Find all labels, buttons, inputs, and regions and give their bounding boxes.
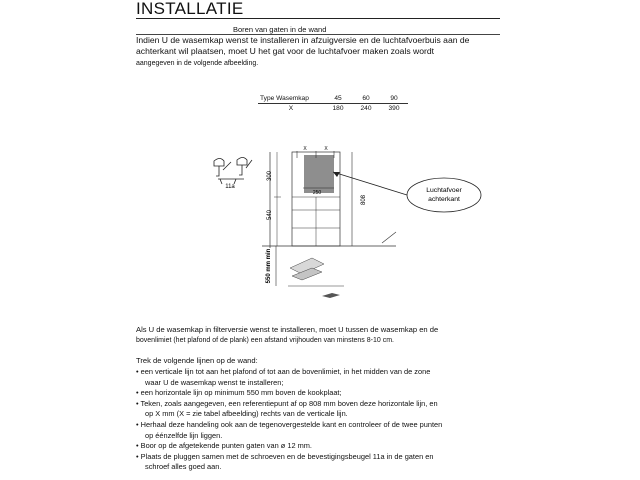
table-header-90: 90 bbox=[380, 94, 408, 104]
table-header-60: 60 bbox=[352, 94, 380, 104]
callout-bubble bbox=[407, 178, 481, 212]
step-1: • een verticale lijn tot aan het plafond of tot aan de bovenlimiet, in het midden van de zone bbox=[136, 367, 431, 376]
x-dimension-right: X bbox=[324, 146, 328, 152]
intro-line-2: achterkant wil plaatsen, moet U het gat voor de luchtafvoer maken zoals wordt bbox=[136, 46, 435, 56]
table-cell-x: X bbox=[288, 105, 294, 112]
table-header-45: 45 bbox=[324, 94, 352, 104]
dimension-250: 250 bbox=[312, 190, 322, 196]
step-3-cont: op X mm (X = zie tabel afbeelding) rechts van de verticale lijn. bbox=[145, 409, 348, 419]
callout-line-1: Luchtafvoer bbox=[426, 187, 462, 194]
duct-outlet-area bbox=[304, 155, 334, 193]
lines-intro: Trek de volgende lijnen op de wand: bbox=[136, 356, 258, 365]
step-4-cont: op éénzelfde lijn liggen. bbox=[145, 430, 223, 440]
table-cell-240: 240 bbox=[360, 105, 372, 112]
dimension-300: 300 bbox=[267, 170, 273, 182]
intro-line-1: Indien U de wasemkap wenst te installeren in afzuigversie en de luchtafvoerbuis aan de bbox=[136, 35, 470, 45]
cooktop-sketch bbox=[288, 258, 344, 298]
step-2: • een horizontale lijn op minimum 550 mm boven de kookplaat; bbox=[136, 388, 342, 398]
x-dimension-left: X bbox=[303, 146, 307, 152]
dimension-540: 540 bbox=[267, 209, 273, 221]
steps-list bbox=[136, 367, 506, 473]
screw-bracket-icon bbox=[214, 158, 252, 185]
section-subheading: Boren van gaten in de wand bbox=[233, 25, 327, 34]
intro-line-3: aangegeven in de volgende afbeelding. bbox=[136, 60, 259, 67]
callout-line-2: achterkant bbox=[428, 196, 460, 203]
bracket-label-11a: 11a bbox=[225, 184, 235, 190]
filter-line-1: Als U de wasemkap in filterversie wenst te installeren, moet U tussen de wasemkap en de bbox=[136, 325, 439, 334]
step-1-cont: waar U de wasemkap wenst te installeren; bbox=[145, 377, 284, 387]
table-cell-180: 180 bbox=[332, 105, 344, 112]
table-cell-390: 390 bbox=[388, 105, 400, 112]
dimension-550-min: 550 mm min bbox=[266, 248, 272, 284]
callout-pointer bbox=[333, 172, 407, 195]
filter-line-2: bovenlimiet (het plafond of de plank) een afstand vrijhouden van minstens 8-10 cm. bbox=[136, 337, 394, 344]
table-header-type: Type Wasemkap bbox=[258, 94, 324, 104]
step-4: • Herhaal deze handeling ook aan de tegenovergestelde kant en controleer of de twee punten bbox=[136, 419, 443, 429]
step-6: • Plaats de pluggen samen met de schroeven en de bevestigingsbeugel 11a in de gaten en bbox=[136, 451, 434, 461]
dimension-808: 808 bbox=[361, 194, 367, 206]
page-title: INSTALLATIE bbox=[136, 0, 244, 18]
step-3: • Teken, zoals aangegeven, een referentiepunt af op 808 mm boven deze horizontale lijn, en bbox=[136, 398, 438, 408]
step-6-cont: schroef alles goed aan. bbox=[145, 462, 222, 472]
step-5: • Boor op de afgetekende punten gaten van ø 12 mm. bbox=[136, 441, 312, 451]
